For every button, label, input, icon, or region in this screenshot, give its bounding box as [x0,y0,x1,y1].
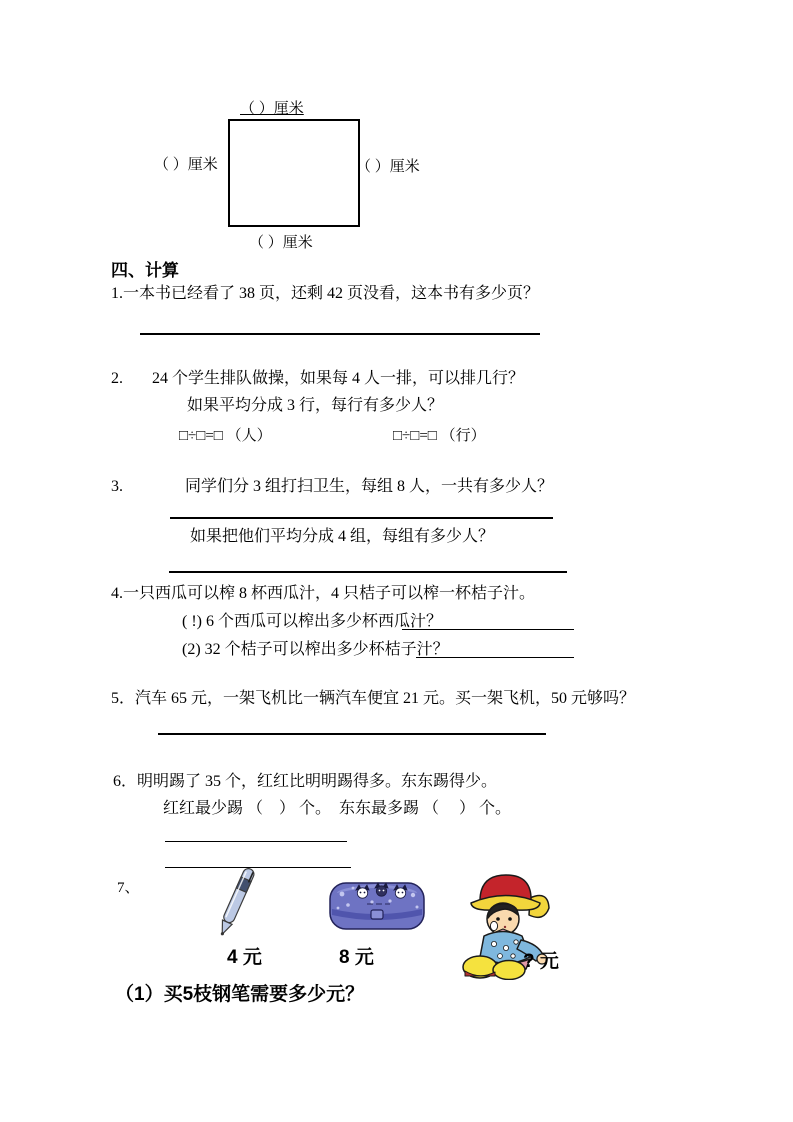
answer-line-q3a [170,517,553,519]
answer-line-q3b [169,571,567,573]
question-3-line2: 如果把他们平均分成 4 组，每组有多少人？ [190,528,495,545]
figure-left-label: （ ）厘米 [154,157,218,173]
answer-line-q4a [402,629,574,630]
question-4-sub1: ( !) 6 个西瓜可以榨出多少杯西瓜汁？ [182,613,442,630]
question-3-number: 3. [111,478,123,495]
doll-price-label: ? 元 [523,951,559,972]
question-4-sub2: (2) 32 个桔子可以榨出多少杯桔子汁？ [182,641,449,658]
answer-line-q4b [416,657,574,658]
question-6-line2: 红红最少踢 （ ） 个。 东东最多踢 （ ） 个。 [163,800,512,817]
pen-price-label: 4 元 [227,947,262,968]
question-2-line1: 24 个学生排队做操，如果每 4 人一排，可以排几行？ [152,370,525,387]
answer-line-q6a [165,841,347,842]
question-2-number: 2. [111,370,123,387]
question-4-line1: 4.一只西瓜可以榨 8 杯西瓜汁，4 只桔子可以榨一杯桔子汁。 [111,585,536,602]
answer-line-q1 [140,333,540,335]
figure-bottom-label: （ ）厘米 [249,235,313,251]
question-2-line2: 如果平均分成 3 行，每行有多少人？ [187,397,444,414]
pencil-case-price-label: 8 元 [339,947,374,968]
section-heading: 四、计算 [111,261,179,280]
pencil-case-icon [327,875,427,939]
answer-line-q5 [158,733,546,735]
figure-right-label: （ ）厘米 [356,159,420,175]
figure-top-label: （ ）厘米 [240,101,304,117]
question-5-text: 5．汽车 65 元，一架飞机比一辆汽车便宜 21 元。买一架飞机，50 元够吗？ [111,690,636,707]
question-7-number: 7、 [117,880,140,896]
question-2-formula-right: □÷□=□ （行） [393,428,486,444]
question-6-line1: 6．明明踢了 35 个，红红比明明踢得多。东东踢得少。 [113,773,498,790]
question-2-formula-left: □÷□=□ （人） [179,428,272,444]
question-3-line1: 同学们分 3 组打扫卫生，每组 8 人，一共有多少人？ [185,478,554,495]
question-1-text: 1.一本书已经看了 38 页，还剩 42 页没看，这本书有多少页？ [111,285,540,302]
pen-icon [200,862,272,942]
question-7-sub1: （1）买5枝钢笔需要多少元？ [115,984,365,1005]
measure-rectangle [228,119,360,227]
